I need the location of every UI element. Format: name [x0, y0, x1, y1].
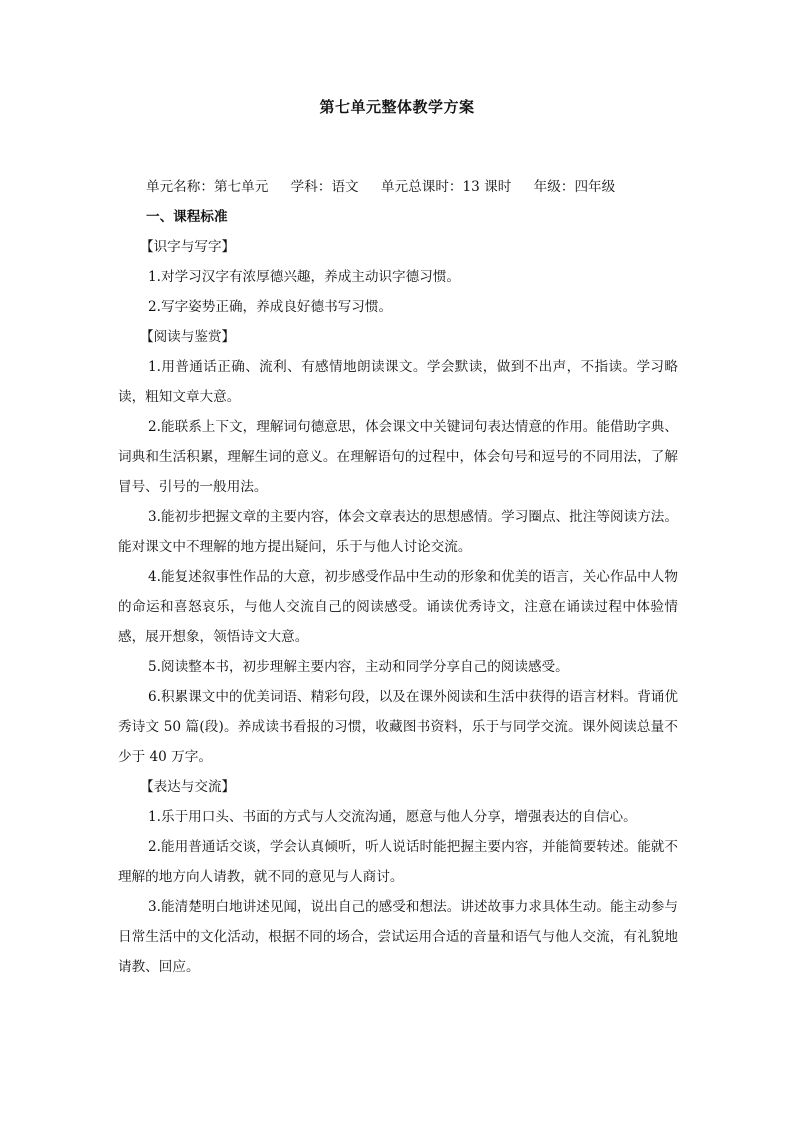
grade: 年级：四年级 — [533, 179, 616, 195]
paragraph: 1.用普通话正确、流利、有感情地朗读课文。学会默读，做到不出声，不指读。学习略读，粗知文章大意。 — [118, 359, 678, 405]
paragraph: 2.写字姿势正确，养成良好德书写习惯。 — [148, 299, 393, 315]
paragraph: 5.阅读整本书，初步理解主要内容，主动和同学分享自己的阅读感受。 — [148, 659, 569, 675]
paragraph: 2.能用普通话交谈，学会认真倾听，听人说话时能把握主要内容，并能简要转述。能就不理解的地方向人请教，就不同的意见与人商讨。 — [118, 839, 678, 885]
paragraph: 1.乐于用口头、书面的方式与人交流沟通，愿意与他人分享，增强表达的自信心。 — [148, 809, 637, 825]
subject: 学科：语文 — [290, 179, 359, 195]
paragraph: 3.能初步把握文章的主要内容，体会文章表达的思想感情。学习圈点、批注等阅读方法。能对课文中不理解的地方提出疑问，乐于与他人讨论交流。 — [118, 509, 678, 555]
unit-meta-line — [118, 172, 678, 202]
document-body — [118, 172, 678, 982]
paragraph: 2.能联系上下文，理解词句德意思，体会课文中关键词句表达情意的作用。能借助字典、词典和生活积累，理解生词的意义。在理解语句的过程中，体会句号和逗号的不同用法，了解冒号、引号的一般用法。 — [118, 419, 678, 495]
subsection-title-reading: 【阅读与鉴赏】 — [140, 329, 236, 345]
subsection-title-literacy: 【识字与写字】 — [140, 239, 236, 255]
total-hours: 单元总课时：13 课时 — [380, 179, 512, 195]
paragraph: 3.能清楚明白地讲述见闻，说出自己的感受和想法。讲述故事力求具体生动。能主动参与日常生活中的文化活动，根据不同的场合，尝试运用合适的音量和语气与他人交流，有礼貌地请教、回应。 — [118, 899, 678, 975]
paragraph: 6.积累课文中的优美词语、精彩句段，以及在课外阅读和生活中获得的语言材料。背诵优秀诗文 50 篇(段)。养成读书看报的习惯，收藏图书资料，乐于与同学交流。课外阅读总量不少于 40 万字。 — [118, 689, 678, 765]
paragraph: 1.对学习汉字有浓厚德兴趣，养成主动识字德习惯。 — [148, 269, 461, 285]
unit-name: 单元名称：第七单元 — [146, 179, 269, 195]
paragraph: 4.能复述叙事性作品的大意，初步感受作品中生动的形象和优美的语言，关心作品中人物的命运和喜怒哀乐，与他人交流自己的阅读感受。诵读优秀诗文，注意在诵读过程中体验情感，展开想象，领悟诗文大意。 — [118, 569, 678, 645]
document-title: 第七单元整体教学方案 — [319, 98, 475, 116]
subsection-title-expression: 【表达与交流】 — [140, 779, 236, 795]
section-heading-curriculum-standard: 一、课程标准 — [146, 209, 228, 225]
